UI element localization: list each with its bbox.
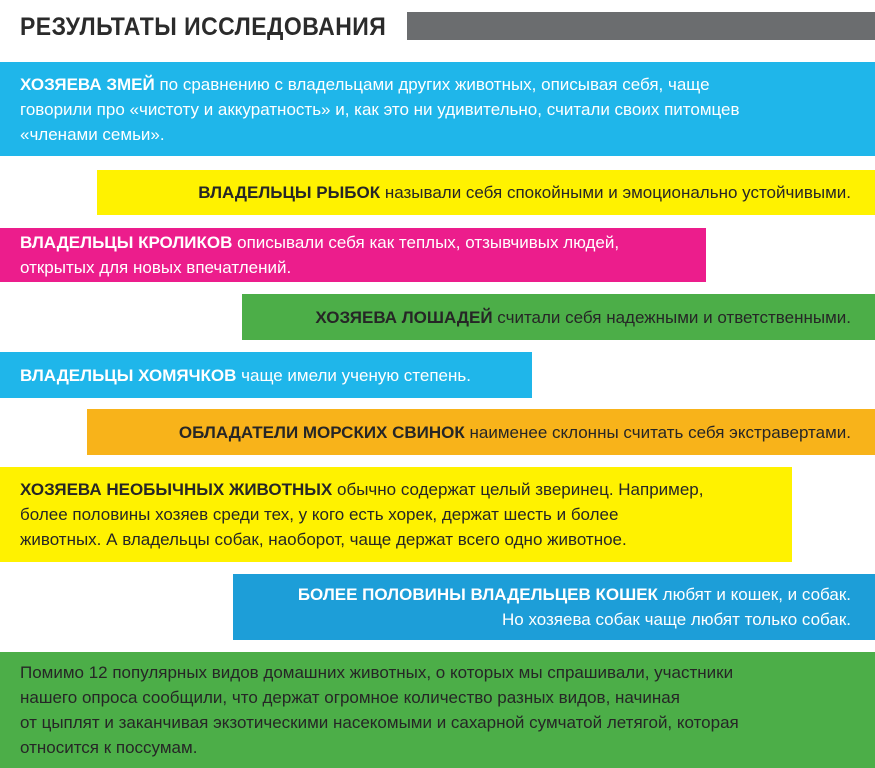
finding-text: называли себя спокойными и эмоционально устойчивыми.	[380, 183, 851, 202]
finding-text: Но хозяева собак чаще любят только собак.	[501, 610, 851, 629]
finding-text: говорили про «чистоту и аккуратность» и, как это ни удивительно, считали своих питомцев	[20, 99, 740, 119]
finding-line	[20, 477, 792, 502]
finding-text: от цыплят и заканчивая экзотическими насекомыми и сахарной сумчатой летягой, которая	[20, 713, 739, 732]
finding-text: обычно содержат целый зверинец. Например,	[332, 480, 704, 499]
finding-text: более половины хозяев среди тех, у кого есть хорек, держат шесть и более	[20, 505, 619, 524]
finding-line	[97, 180, 851, 205]
finding-fish-owners	[97, 170, 875, 215]
finding-hamster-owners	[0, 352, 532, 398]
finding-keyword: БОЛЕЕ ПОЛОВИНЫ ВЛАДЕЛЬЦЕВ КОШЕК	[297, 585, 658, 604]
finding-line	[20, 122, 875, 147]
finding-text: относится к поссумам.	[20, 738, 198, 757]
finding-keyword: ОБЛАДАТЕЛИ МОРСКИХ СВИНОК	[178, 422, 465, 442]
finding-line	[233, 607, 851, 632]
finding-line	[20, 735, 875, 760]
finding-line	[20, 363, 532, 388]
finding-line	[20, 230, 706, 255]
page-title: РЕЗУЛЬТАТЫ ИССЛЕДОВАНИЯ	[20, 13, 387, 41]
finding-line	[20, 527, 792, 552]
finding-keyword: ХОЗЯЕВА НЕОБЫЧНЫХ ЖИВОТНЫХ	[20, 480, 333, 499]
finding-line	[242, 305, 851, 330]
finding-snake-owners	[0, 62, 875, 156]
finding-text: наименее склонны считать себя экстравертами.	[464, 422, 851, 442]
finding-text: открытых для новых впечатлений.	[20, 258, 292, 277]
title-decor-bar	[407, 12, 875, 40]
finding-line	[20, 502, 792, 527]
finding-rabbit-owners	[0, 228, 706, 282]
finding-text: животных. А владельцы собак, наоборот, чаще держат всего одно животное.	[20, 530, 627, 549]
finding-text: считали себя надежными и ответственными.	[492, 307, 851, 327]
finding-line	[20, 710, 875, 735]
finding-text: чаще имели ученую степень.	[236, 365, 471, 385]
finding-line	[20, 72, 875, 97]
finding-keyword: ВЛАДЕЛЬЦЫ ХОМЯЧКОВ	[20, 365, 237, 385]
finding-horse-owners	[242, 294, 875, 340]
finding-text: нашего опроса сообщили, что держат огромное количество разных видов, начиная	[20, 688, 680, 707]
finding-keyword: ВЛАДЕЛЬЦЫ КРОЛИКОВ	[20, 233, 233, 252]
finding-text: описывали себя как теплых, отзывчивых людей,	[232, 233, 620, 252]
finding-keyword: ВЛАДЕЛЬЦЫ РЫБОК	[198, 183, 381, 202]
finding-text: по сравнению с владельцами других животных, описывая себя, чаще	[154, 74, 710, 94]
finding-line	[87, 420, 851, 445]
finding-exotic-owners	[0, 467, 792, 562]
finding-line	[20, 660, 875, 685]
finding-line	[20, 685, 875, 710]
finding-line	[20, 97, 875, 122]
summary-other-species	[0, 652, 875, 768]
finding-text: Помимо 12 популярных видов домашних животных, о которых мы спрашивали, участники	[20, 663, 734, 682]
finding-text: любят и кошек, и собак.	[657, 585, 851, 604]
finding-keyword: ХОЗЯЕВА ЛОШАДЕЙ	[315, 307, 493, 327]
finding-keyword: ХОЗЯЕВА ЗМЕЙ	[20, 74, 155, 94]
finding-line	[233, 582, 851, 607]
finding-guinea-pig-owners	[87, 409, 875, 455]
finding-line	[20, 255, 706, 280]
finding-cat-owners	[233, 574, 875, 640]
finding-text: «членами семьи».	[20, 124, 165, 144]
